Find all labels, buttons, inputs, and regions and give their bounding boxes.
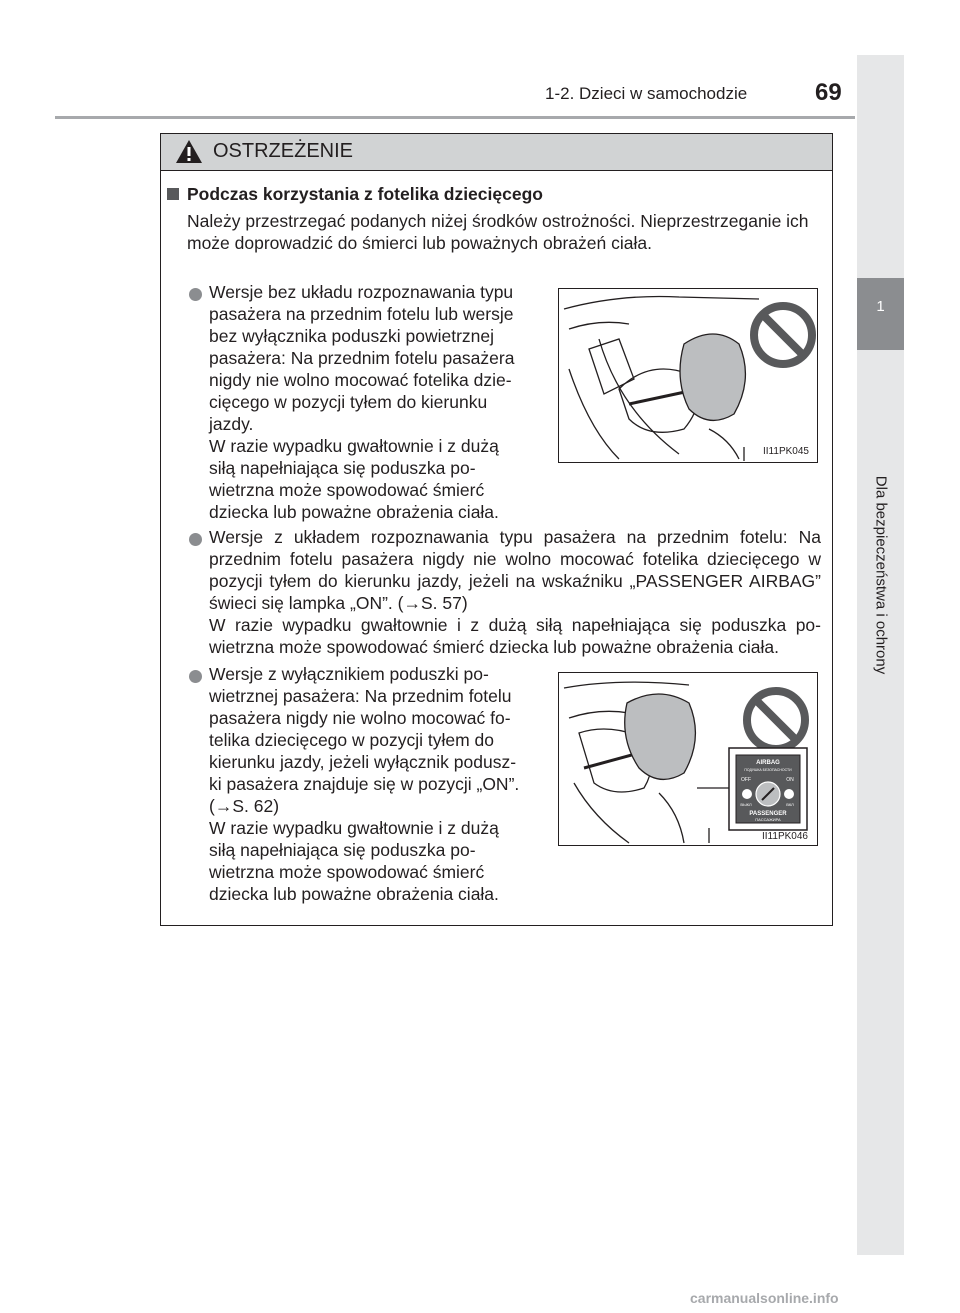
- text-line: wietrznej pasażera: Na przednim fotelu: [209, 686, 512, 706]
- switch-label-on: ON: [786, 777, 794, 783]
- chapter-tab[interactable]: 1: [857, 278, 904, 350]
- chapter-title: Dla bezpieczeństwa i ochrony: [872, 475, 890, 675]
- airbag-switch-illustration: [559, 673, 817, 845]
- figure-code: II11PK045: [763, 446, 809, 457]
- text-line: wietrzna może spowodować śmierć: [209, 862, 485, 882]
- item3-text: [209, 663, 545, 905]
- item2-text: Wersje z układem rozpoznawania typu pasażera na przednim fotelu: Na przednim fotelu pasażera nigdy nie wolno mocować fotelika dziecięcego w pozycji tyłem do kierunku jazdy, jeżeli na wskaźniku „PASSENGER AIRBAG” świeci się lampka „ON”. (→S. 57): [209, 527, 821, 613]
- text-line: wietrzna może spowodować śmierć: [209, 480, 485, 500]
- figure-code: II11PK046: [762, 831, 808, 842]
- figure-airbag-switch: [558, 672, 818, 846]
- text-line: jazdy.: [209, 414, 254, 434]
- text-line: ki pasażera znajduje się w pozycji „ON”.: [209, 774, 520, 794]
- prohibition-icon: [747, 691, 805, 749]
- text-line: dziecka lub poważne obrażenia ciała.: [209, 502, 499, 522]
- text-line: W razie wypadku gwałtownie i z dużą: [209, 818, 499, 838]
- switch-label-on-ru: ВКЛ: [786, 802, 794, 807]
- switch-label-passenger-ru: ПАССАЖИРА: [755, 817, 781, 822]
- header-rule: [55, 116, 855, 119]
- page-number: 69: [815, 79, 842, 106]
- switch-label-airbag-ru: ПОДУШКА БЕЗОПАСНОСТИ: [744, 768, 792, 772]
- warning-icon: [175, 139, 203, 164]
- running-header: 1-2. Dzieci w samochodzie: [545, 84, 748, 103]
- figure-airbag-child-seat: [558, 288, 818, 463]
- text-line: nigdy nie wolno mocować fotelika dzie-: [209, 370, 512, 390]
- text-line: Wersje z wyłącznikiem poduszki po-: [209, 664, 489, 684]
- section-heading: Podczas korzystania z fotelika dziecięcego: [187, 184, 543, 204]
- text-line: cięcego w pozycji tyłem do kierunku: [209, 392, 488, 412]
- bullet-icon: [189, 288, 202, 301]
- text-line: pasażera nigdy nie wolno mocować fo-: [209, 708, 511, 728]
- bullet-icon: [189, 533, 202, 546]
- text-line: telika dziecięcego w pozycji tyłem do: [209, 730, 494, 750]
- text-line: pasażera na przednim fotelu lub wersje: [209, 304, 514, 324]
- text-line: (→S. 62): [209, 796, 280, 816]
- text-line: bez wyłącznika poduszki powietrznej: [209, 326, 494, 346]
- intro-text: Należy przestrzegać podanych niżej środków ostrożności. Nieprzestrzeganie ich może doprowadzić do śmierci lub poważnych obrażeń ciała.: [187, 211, 809, 253]
- switch-label-off-ru: ВЫКЛ: [740, 802, 752, 807]
- switch-label-off: OFF: [741, 777, 751, 783]
- prohibition-icon: [754, 306, 812, 364]
- text-line: kierunku jazdy, jeżeli wyłącznik podusz-: [209, 752, 517, 772]
- text-line: pasażera: Na przednim fotelu pasażera: [209, 348, 515, 368]
- text-line: Wersje bez układu rozpoznawania typu: [209, 282, 514, 302]
- switch-label-passenger: PASSENGER: [749, 811, 787, 817]
- text-line: W razie wypadku gwałtownie i z dużą: [209, 436, 499, 456]
- text-line: siłą napełniająca się poduszka po-: [209, 840, 476, 860]
- warning-header: [161, 134, 832, 171]
- bullet-icon: [189, 670, 202, 683]
- warning-title: OSTRZEŻENIE: [213, 140, 354, 162]
- square-bullet-icon: [167, 188, 179, 200]
- text-line: siłą napełniająca się poduszka po-: [209, 458, 476, 478]
- airbag-illustration: [559, 289, 817, 462]
- item1-text: [209, 281, 545, 523]
- text-line: dziecka lub poważne obrażenia ciała.: [209, 884, 499, 904]
- item2-text2: W razie wypadku gwałtownie i z dużą siłą napełniająca się poduszka po-wietrzna może spowodować śmierć dziecka lub poważne obrażenia ciała.: [209, 615, 821, 657]
- watermark: carmanualsonline.info: [690, 1290, 839, 1306]
- switch-label-airbag: AIRBAG: [756, 760, 780, 766]
